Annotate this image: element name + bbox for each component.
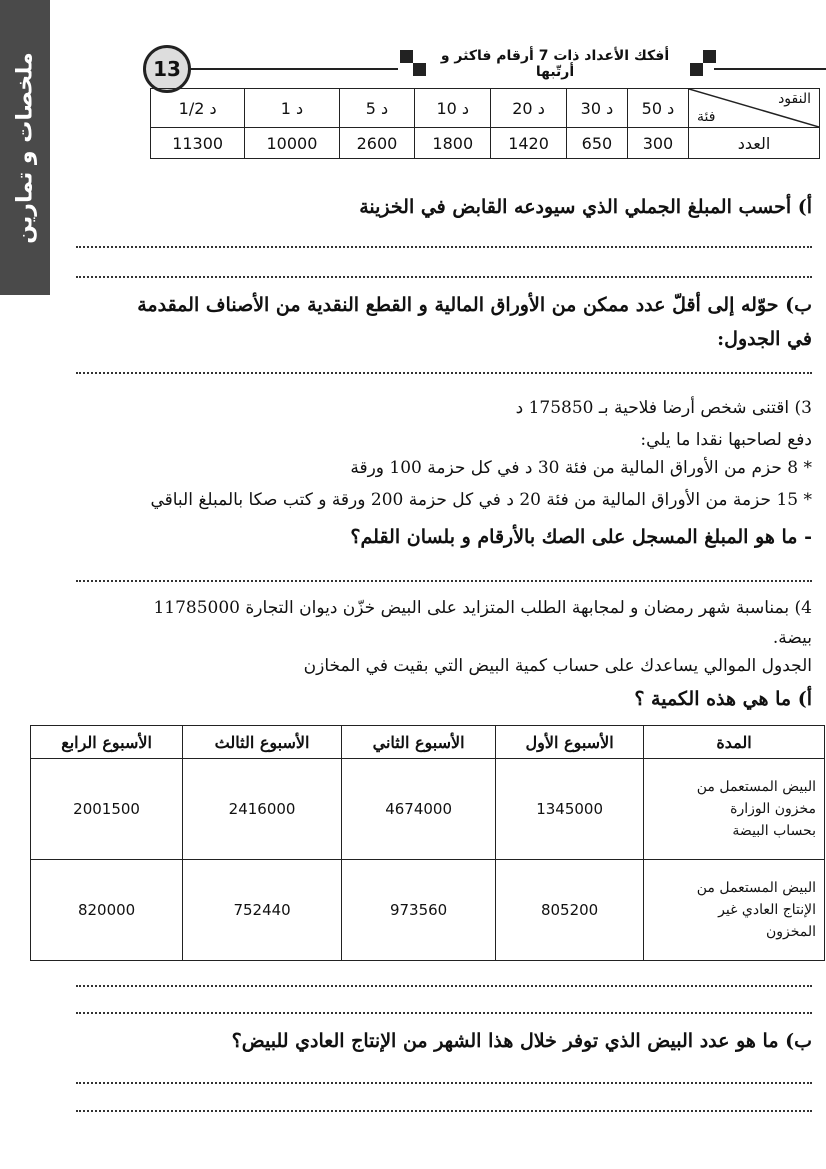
denom-cell: 10 د xyxy=(415,89,491,128)
count-cell: 650 xyxy=(566,128,627,159)
row-label xyxy=(644,759,825,860)
row-label xyxy=(644,860,825,961)
answer-line xyxy=(76,372,812,374)
corner-top-label: النقود xyxy=(778,91,811,107)
value-cell: 2416000 xyxy=(183,759,342,860)
count-cell: 10000 xyxy=(245,128,339,159)
answer-line xyxy=(76,276,812,278)
denom-cell: 1/2 د xyxy=(151,89,245,128)
checker-icon xyxy=(690,50,716,76)
side-tab-label: ملخصات و تمارين xyxy=(12,52,38,244)
answer-line xyxy=(76,1012,812,1014)
q3-line5: - ما هو المبلغ المسجل على الصك بالأرقام و بلسان القلم؟ xyxy=(350,526,812,548)
row-label-line: بحساب البيضة xyxy=(732,823,816,839)
q3-line3: * 8 حزم من الأوراق المالية من فئة 30 د في كل حزمة 100 ورقة xyxy=(350,458,812,478)
denom-cell: 5 د xyxy=(339,89,415,128)
count-cell: 300 xyxy=(627,128,688,159)
header-title: أفكك الأعداد ذات 7 أرقام فاكثر و أرتّبها xyxy=(440,48,670,80)
header-week4: الأسبوع الرابع xyxy=(31,726,183,759)
header-rule-left xyxy=(188,68,398,70)
row-label: العدد xyxy=(689,128,820,159)
value-cell: 820000 xyxy=(31,860,183,961)
denom-cell: 1 د xyxy=(245,89,339,128)
answer-line xyxy=(76,580,812,582)
count-cell: 1420 xyxy=(491,128,567,159)
count-cell: 2600 xyxy=(339,128,415,159)
header-week3: الأسبوع الثالث xyxy=(183,726,342,759)
side-tab xyxy=(0,0,50,295)
q4-line3: الجدول الموالي يساعدك على حساب كمية البيض التي بقيت في المخازن xyxy=(303,656,812,676)
value-cell: 752440 xyxy=(183,860,342,961)
value-cell: 2001500 xyxy=(31,759,183,860)
money-table xyxy=(150,88,820,159)
count-cell: 1800 xyxy=(415,128,491,159)
header-week2: الأسبوع الثاني xyxy=(342,726,496,759)
value-cell: 805200 xyxy=(496,860,644,961)
question-b-line2: في الجدول: xyxy=(717,328,812,350)
q4-line1: 4) بمناسبة شهر رمضان و لمجابهة الطلب المتزايد على البيض خزّن ديوان التجارة 11785000 xyxy=(153,598,812,618)
q4-line2: بيضة. xyxy=(772,628,812,648)
row-label-line: البيض المستعمل من xyxy=(696,880,816,896)
row-label-line: مخزون الوزارة xyxy=(730,801,816,817)
header-week1: الأسبوع الأول xyxy=(496,726,644,759)
row-label-line: المخزون xyxy=(765,924,816,940)
answer-line xyxy=(76,1082,812,1084)
q3-line4: * 15 حزمة من الأوراق المالية من فئة 20 د في كل حزمة 200 ورقة و كتب صكا بالمبلغ الباقي xyxy=(150,490,812,510)
q4-b: ب) ما هو عدد البيض الذي توفر خلال هذا الشهر من الإنتاج العادي للبيض؟ xyxy=(231,1030,812,1052)
answer-line xyxy=(76,1110,812,1112)
corner-bottom-label: فئة xyxy=(697,109,716,125)
q3-line1: 3) اقتنى شخص أرضا فلاحية بـ 175850 د xyxy=(515,398,812,418)
denom-cell: 20 د xyxy=(491,89,567,128)
count-cell: 11300 xyxy=(151,128,245,159)
header-rule-right xyxy=(714,68,826,70)
value-cell: 973560 xyxy=(342,860,496,961)
answer-line xyxy=(76,246,812,248)
header-period: المدة xyxy=(644,726,825,759)
denom-cell: 30 د xyxy=(566,89,627,128)
corner-cell xyxy=(689,89,820,128)
eggs-table xyxy=(30,725,825,961)
row-label-line: البيض المستعمل من xyxy=(696,779,816,795)
answer-line xyxy=(76,985,812,987)
q4-a: أ) ما هي هذه الكمية ؟ xyxy=(634,688,812,710)
denom-cell: 50 د xyxy=(627,89,688,128)
q3-line2: دفع لصاحبها نقدا ما يلي: xyxy=(640,430,812,450)
value-cell: 1345000 xyxy=(496,759,644,860)
question-b-line1: ب) حوّله إلى أقلّ عدد ممكن من الأوراق المالية و القطع النقدية من الأصناف المقدمة xyxy=(137,294,812,316)
question-a: أ) أحسب المبلغ الجملي الذي سيودعه القابض في الخزينة xyxy=(359,196,812,218)
page-number: 13 xyxy=(143,45,191,93)
value-cell: 4674000 xyxy=(342,759,496,860)
row-label-line: الإنتاج العادي غير xyxy=(718,902,816,918)
